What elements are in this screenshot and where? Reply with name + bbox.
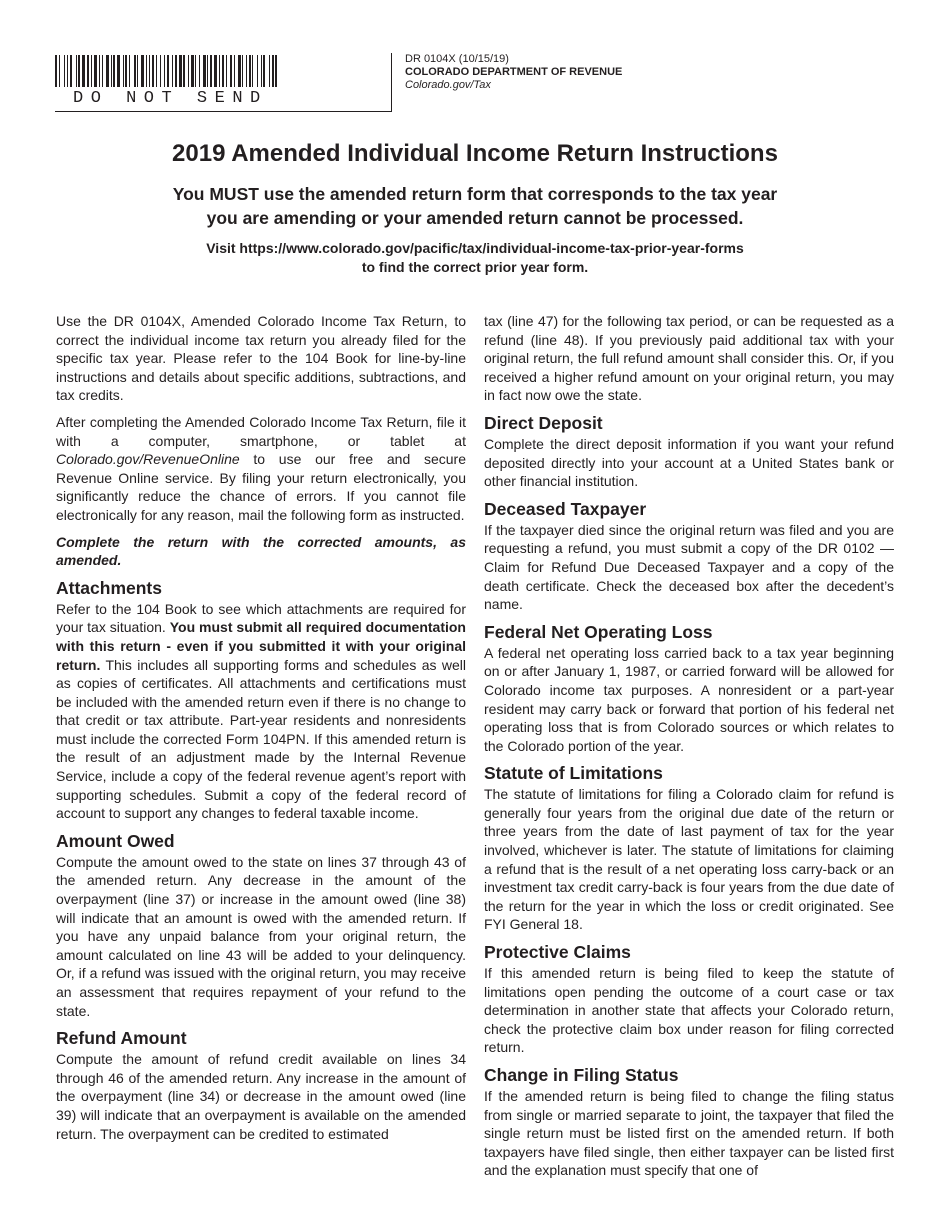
left-column [56,312,466,1151]
attachments-requirement: You must submit all required documentation with this return - even if you submitted it with your original return. [56,619,466,673]
attachments-heading: Attachments [56,577,162,598]
subtitle-line-2: you are amending or your amended return cannot be processed. [206,208,744,228]
protective-claims-heading: Protective Claims [484,942,631,963]
amount-owed-heading: Amount Owed [56,830,175,851]
visit-line-1: Visit https://www.colorado.gov/pacific/tax/individual-income-tax-prior-year-forms [206,240,744,256]
filing-status-heading: Change in Filing Status [484,1065,679,1085]
attachments-text-b: This includes all supporting forms and schedules as well as copies of certificates. All attachments and certifications must be included with the amended return even if there is no change to that credit or tax attribute. Part-year residents and nonresidents must include the corrected Form 104PN. If this amended return is the result of an adjustment made by the Internal Revenue Service, include a copy of the federal revenue agent’s report with supporting schedules. Submit a copy of the federal record of account to support any changes to federal taxable income. [56,656,466,822]
visit-notice [0,239,950,277]
net-operating-loss-paragraph: A federal net operating loss carried back to a tax year beginning on or after January 1, 1987, or carried forward will be allowed for Colorado income tax purposes. A nonresident or a part-year resident may carry back or forward that portion of his federal net operating loss that is from Colorado sources or which relates to the Colorado portion of the year. [484,644,894,754]
complete-note: Complete the return with the corrected amounts, as amended. [56,533,466,569]
direct-deposit-paragraph: Complete the direct deposit information if you want your refund deposited directly into your account at a United States bank or other financial institution. [484,435,894,490]
refund-amount-heading: Refund Amount [56,1028,187,1049]
barcode-image [55,55,277,87]
direct-deposit-heading: Direct Deposit [484,412,603,433]
statute-paragraph: The statute of limitations for filing a Colorado claim for refund is generally four years from the original due date of the return or three years from the date of last payment of tax for the year involved, whichever is later. The statute of limitations for claiming a refund that is the result of a net operating loss carry-back or an investment tax credit carry-back is four years from the due date of the return for the year in which the loss or credit originated. See FYI General 18. [484,786,894,933]
subtitle-warning [0,182,950,230]
amount-owed-paragraph: Compute the amount owed to the state on lines 37 through 43 of the amended return. Any decrease in the amount of the overpayment (line 37) or increase in the amount owed (line 38) will indicate that an amount is owed with the amended return. If you have any unpaid balance from your original return, the amount calculated on line 43 will be added to your delinquency. Or, if a refund was issued with the original return, you may receive an assessment that requires repayment of your refund to the state. [56,853,466,1019]
department-website: Colorado.gov/Tax [405,79,491,91]
attachments-paragraph [56,600,466,823]
refund-continued-paragraph: tax (line 47) for the following tax period, or can be requested as a refund (line 48). If you previously paid additional tax with your original return, the full refund amount shall consider this. Or, if you received a higher refund amount on your original return, you may in fact now owe the state. [484,313,894,404]
statute-heading: Statute of Limitations [484,763,663,784]
net-operating-loss-heading: Federal Net Operating Loss [484,621,713,642]
attachments-text-a: Refer to the 104 Book to see which attachments are required for your tax situation. [56,600,466,636]
intro-paragraph: Use the DR 0104X, Amended Colorado Income Tax Return, to correct the individual income tax return you already filed for the specific tax year. Please refer to the 104 Book for line-by-line instructions and details about specific additions, subtractions, and tax credits. [56,313,466,404]
protective-claims-paragraph: If this amended return is being filed to keep the statute of limitations open pending the outcome of a court case or tax determination in another state that affects your Colorado return, check the protective claim box under reason for filing corrected return. [484,965,894,1056]
page-title: 2019 Amended Individual Income Return Instructions [172,140,778,167]
right-column [484,312,894,1188]
subtitle-line-1: You MUST use the amended return form that corresponds to the tax year [172,184,778,204]
department-name: COLORADO DEPARTMENT OF REVENUE [405,66,623,78]
barcode-area [55,53,392,112]
filing-paragraph [56,413,466,525]
form-number: DR 0104X (10/15/19) [405,53,509,65]
visit-line-2: to find the correct prior year form. [361,259,589,275]
filing-text-a: After completing the Amended Colorado Income Tax Return, file it with a computer, smartphone, or tablet at [56,413,466,449]
do-not-send-label: DO NOT SEND [73,89,268,108]
filing-status-paragraph: If the amended return is being filed to change the filing status from single or married separate to joint, the taxpayer that filed the single return must be listed first on the amended return. If both taxpayers have filed single, then either taxpayer can be listed first and the explanation must specify that one of [484,1088,894,1179]
deceased-taxpayer-paragraph: If the taxpayer died since the original return was filed and you are requesting a refund, you must submit a copy of the DR 0102 — Claim for Refund Due Deceased Taxpayer and a copy of the death certificate. Check the deceased box after the decedent’s name. [484,521,894,613]
deceased-taxpayer-heading: Deceased Taxpayer [484,498,647,519]
revenue-online-link: Colorado.gov/RevenueOnline [56,451,240,468]
filing-text-b: to use our free and secure Revenue Online service. By filing your return electronically, you significantly reduce the chance of errors. If you cannot file electronically for any reason, mail the following form as instructed. [56,451,466,523]
refund-amount-paragraph: Compute the amount of refund credit available on lines 34 through 46 of the amended return. Any increase in the amount of the overpayment (line 34) or decrease in the amount owed (line 39) will indicate that an overpayment is available on the amended return. The overpayment can be credited to estimated [56,1051,466,1142]
form-identifier [405,53,622,92]
